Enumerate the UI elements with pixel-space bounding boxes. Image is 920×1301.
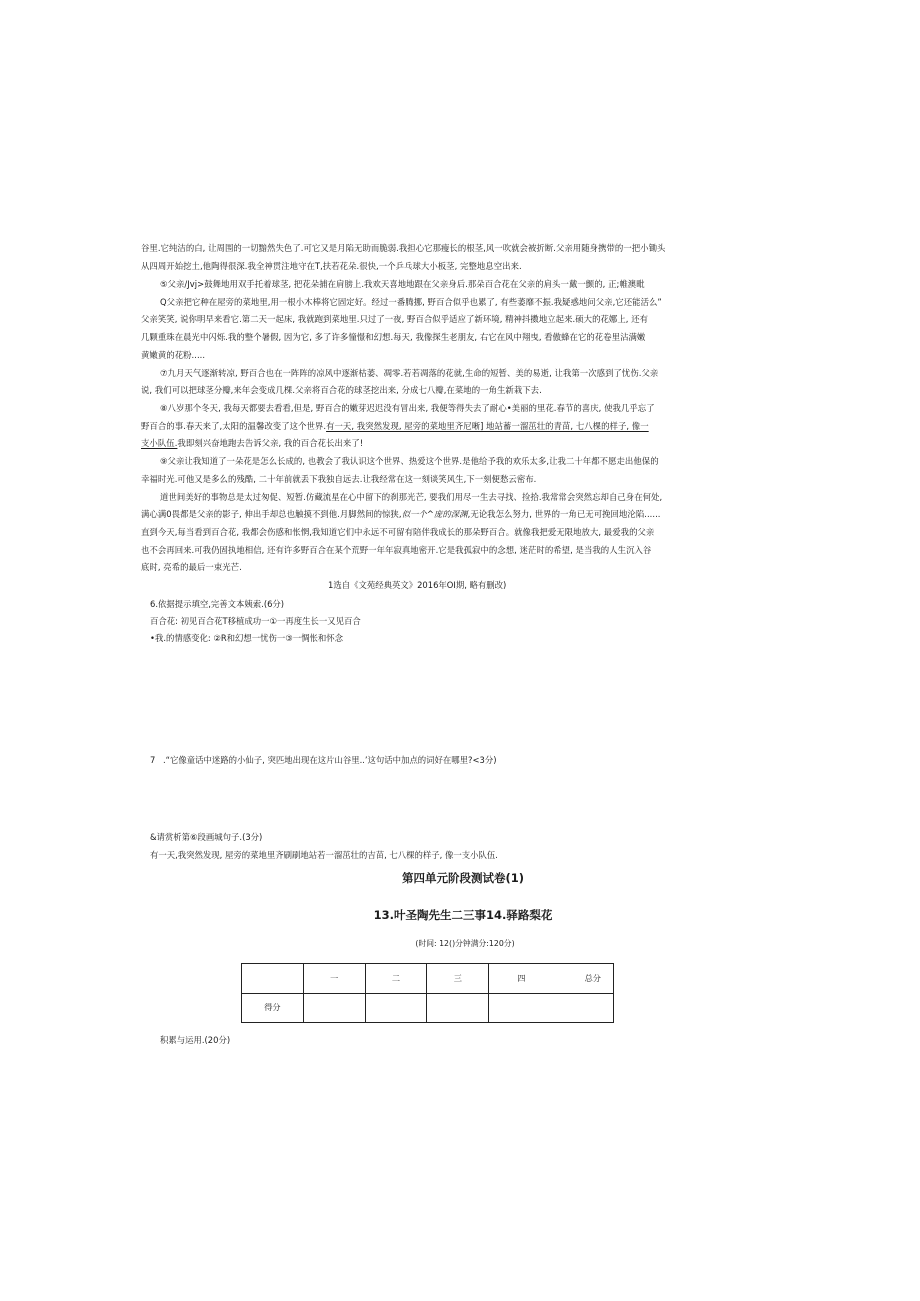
passage-line-2: 从四周开始挖土,他陶得很深.我全神贯注地守在T,扶若花朵.很快,一个乒乓球大小板茎, 完整地息空出来.: [141, 261, 522, 271]
test-subtitle: 13.叶圣陶先生二三事14.驿路梨花: [373, 908, 553, 922]
passage-line-16-italic: 似一个^庞的深渊: [401, 509, 468, 519]
question-8-sentence: 有一天,我突然发现, 屋旁的菜地里齐刷刷地站若一溜茁壮的吉苗, 七八棵的样子, 像一支小队伍.: [150, 850, 498, 860]
passage-line-16-b: ,无论我怎么努力, 世界的一角已无可挽回地沦陷......: [467, 509, 661, 519]
score-table-header-total: 总分: [584, 972, 601, 983]
question-7-number: 7: [150, 755, 156, 765]
score-table-header-4: 四: [517, 972, 526, 983]
score-table-header-2: 二: [365, 964, 427, 994]
passage-line-16: [141, 509, 715, 520]
score-table-corner: [242, 964, 304, 994]
passage-line-19: 底时, 亮希的最后一束光芒.: [141, 562, 242, 572]
passage-line-11: [141, 421, 715, 432]
passage-line-4: Q父亲把它种在屋旁的菜地里,用一根小木棒将它固定好。经过一番腾挪, 野百合似乎也累了, 有些萎靡不振.我疑惑地问父亲,它还能活么”: [160, 297, 662, 307]
score-cell-3[interactable]: [427, 993, 489, 1023]
passage-line-1: 谷里.它纯洁的白, 让周围的一切黯然失色了.可它又是月陷无助而脆弱.我担心它那瘦长的根茎,风一吹就会被折断.父亲用随身携带的一把小锄头: [141, 243, 666, 253]
score-table: [241, 963, 614, 1023]
passage-line-12: [141, 438, 715, 449]
passage-line-17: 直到今天,每当看到百合花, 我都会伤感和怅惘,我知道它们中永远不可留有陪伴我成长的那朵野百合。就像我把爱无限地放大, 最爱我的父亲: [141, 527, 655, 537]
passage-line-18: 也不会再回来.可我仍固执地相信, 还有许多野百合在某个荒野一年年寂真地密开.它是我孤寂中的念想, 迷茫时的希望, 是当我的人生沉入谷: [141, 545, 652, 555]
question-6-line-1: 百合花: 初见百合花T移植成功一①一再度生长一又见百合: [150, 616, 361, 626]
passage-line-11-plain: 野百合的事.春天来了,太阳的温馨改变了这个世界.: [141, 421, 327, 431]
score-table-score-row: [242, 993, 614, 1023]
passage-line-6: 几颗重珠在晨光中闪烁.我的整个暑假, 因为它, 多了许多憧憬和幻想.每天, 我像探生老朋友, 右它在风中翔曳, 看傲蜂在它的花卷里沾满嫩: [141, 332, 646, 342]
passage-line-3: ⑤父亲/Jvj>鼓舞地用双手托着球茎, 把花朵捕在肩膀上.我欢天喜地地跟在父亲身后.那朵百合花在父亲的肩头一戴一颤的, 正;帷澳毗: [160, 279, 645, 289]
question-7-text: .“它像童话中迷路的小仙子, 突匹地出现在这片山谷里..’这句话中加点的词好在哪里?<3分): [163, 755, 497, 765]
score-table-header-3: 三: [427, 964, 489, 994]
passage-line-5: 父亲笑笑, 说你明早来看它.第二天一起床, 我就跑到菜地里.只过了一夜, 野百合似乎适应了新环境, 精神抖擞地立起来.硕大的花娜上, 还有: [141, 314, 649, 324]
question-6-line-2: •我.的情感变化: ②R和幻想一忧伤一③一惆怅和怀念: [150, 633, 344, 643]
score-cell-1[interactable]: [303, 993, 365, 1023]
passage-line-16-a: 满心满0畏都是父亲的影子, 伸出手却总也触摸不到他.月脚然间的惊狭,: [141, 509, 402, 519]
score-table-header-4-total: [489, 964, 614, 994]
passage-line-13: ⑨父亲让我知道了一朵花是怎么长成的, 也教会了我认识这个世界、热爱这个世界.是他给予我的欢乐太多,让我二十年都不愿走出他保的: [160, 456, 659, 466]
test-time: (时间: 12()分钟满分:120分): [415, 939, 515, 948]
passage-line-15: 道世间美好的事物总是太过匆促、短暂.仿藏流星在心中留下的刹那光芒, 要我们用尽一生去寻找、捡拾.我常常会突然忘却自己身在何处,: [160, 492, 663, 502]
passage-line-8: ⑦九月天气逐渐转凉, 野百合也在一阵阵的凉风中逐渐枯萎、凋零.若若凋落的花就,生命的短暂、美的易逝, 让我第一次感到了忧伤.父亲: [160, 368, 659, 378]
score-table-header-row: [242, 964, 614, 994]
score-cell-2[interactable]: [365, 993, 427, 1023]
passage-source: 1选自《文苑经典英文》2016年OI期, 略有删改): [328, 580, 507, 590]
section-heading: 积累与运用.(20分): [160, 1035, 231, 1045]
underlined-sentence-part1: 有一天, 我突然发现, 屋旁的菜地里齐尼晰] 地站蓄一溜茁壮的青苗, 七八棵的样子, 像一: [326, 421, 649, 431]
score-table-header-1: 一: [303, 964, 365, 994]
score-table-score-label: 得分: [242, 993, 304, 1023]
underlined-sentence-part2: 支小队伍.: [141, 438, 178, 448]
passage-line-7: 黄嫩黄的花粉.....: [141, 350, 206, 360]
passage-line-12-plain: 我即刻兴奋地跑去告诉父亲, 我的百合花长出来了!: [177, 438, 364, 448]
test-title: 第四单元阶段测试卷(1): [401, 871, 524, 885]
score-cell-4-total[interactable]: [489, 993, 614, 1023]
passage-line-9: 说, 我们可以把球茎分瓣,来年会变成几棵.父亲将百合花的球茎挖出来, 分成七八瓣,在菜地的一角生新栽下去.: [141, 385, 542, 395]
question-6-prompt: 6.依据提示填空,完善文本姨索.(6分): [150, 599, 285, 609]
question-8-prompt: &请赏析第⑥段画城句子.(3分): [150, 832, 263, 842]
passage-line-10: ⑧八岁那个冬天, 我每天都要去看看,但是, 野百合的嫩芽迟迟没有冒出来, 我便等得失去了耐心•美丽的里花.春节的喜庆, 使我几乎忘了: [160, 403, 655, 413]
passage-line-14: 幸福时光.可他又是多么的残酷, 二十年前就丢下我独自远去.让我经常在这一刻谈笑风生,下一刻便愁云密布.: [141, 474, 537, 484]
